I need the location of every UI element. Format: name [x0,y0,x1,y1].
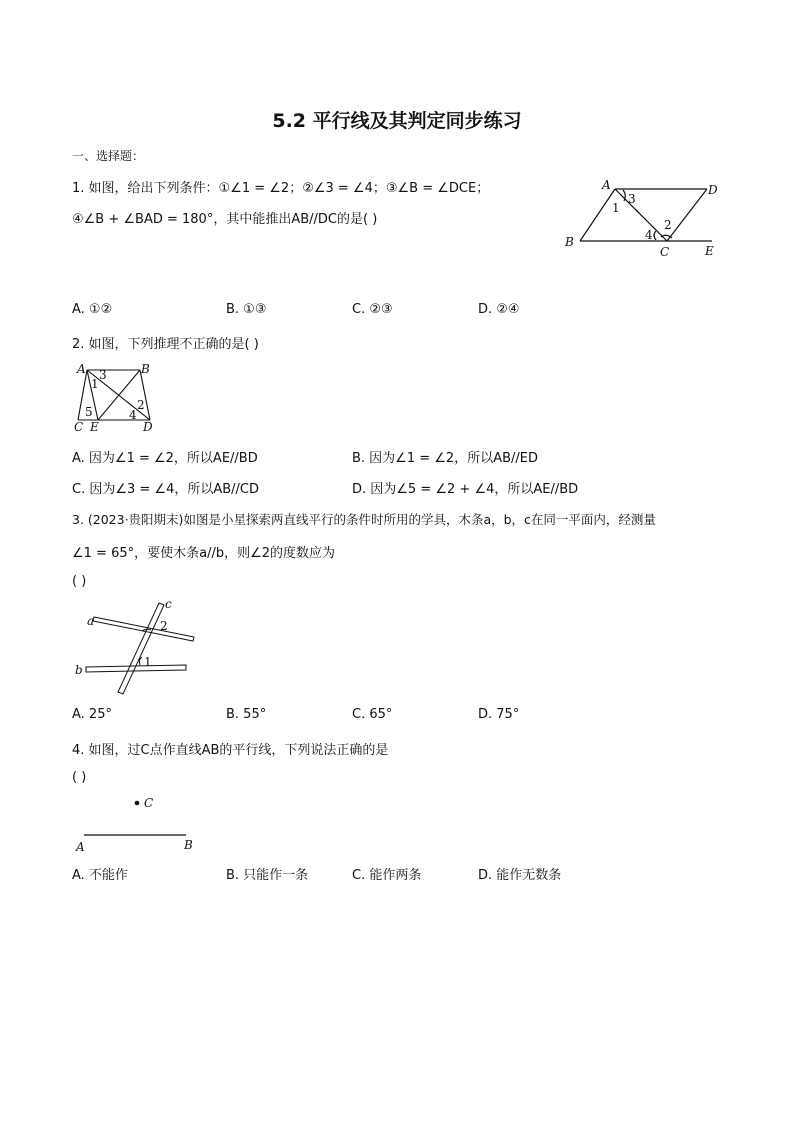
q1-angle-3: 3 [628,192,636,206]
q3-stem-line2: ∠1 = 65°，要使木条a//b，则∠2的度数应为 [72,546,336,561]
q1-option-d[interactable]: D. ②④ [478,302,520,317]
q3-angle-1: 1 [144,655,152,669]
q3-option-a[interactable]: A. 25° [72,707,112,722]
q2-angle-1: 1 [91,377,99,391]
q2-label-E: E [90,420,99,434]
q4-option-d[interactable]: D. 能作无数条 [478,868,562,883]
q2-label-D: D [143,420,153,434]
page-title: 5.2 平行线及其判定同步练习 [272,110,522,132]
q3-label-a: a [87,614,95,628]
q2-angle-2: 2 [137,398,145,412]
q2-figure [72,362,162,434]
q4-stem: 4. 如图，过C点作直线AB的平行线，下列说法正确的是 [72,743,389,758]
q3-option-c[interactable]: C. 65° [352,707,393,722]
q1-label-D: D [708,183,718,197]
q2-option-a[interactable]: A. 因为∠1 = ∠2，所以AE//BD [72,451,258,466]
q4-point-c [135,801,140,806]
q1-stem-line1: 1. 如图，给出下列条件：①∠1 = ∠2；②∠3 = ∠4；③∠B = ∠DCE； [72,181,490,196]
q2-label-B: B [141,362,150,376]
q1-figure [560,175,730,265]
q3-label-c: c [165,597,172,611]
q3-answer-paren: ( ) [72,574,87,589]
q1-stem-line2: ④∠B + ∠BAD = 180°，其中能推出AB//DC的是( ) [72,212,378,227]
q1-label-E: E [705,244,714,258]
q1-option-a[interactable]: A. ①② [72,302,113,317]
q1-label-B: B [565,235,574,249]
q3-stem-line1: 3. (2023·贵阳期末)如图是小星探索两直线平行的条件时所用的学具，木条a，b，c在同一平面内，经测量 [72,512,656,527]
q4-answer-paren: ( ) [72,770,87,785]
q1-option-c[interactable]: C. ②③ [352,302,393,317]
q1-option-b[interactable]: B. ①③ [226,302,267,317]
q4-option-c[interactable]: C. 能作两条 [352,868,422,883]
q2-angle-4: 4 [129,408,137,422]
q2-stem: 2. 如图，下列推理不正确的是( ) [72,337,259,352]
q4-option-b[interactable]: B. 只能作一条 [226,868,309,883]
q1-angle-1: 1 [612,201,620,215]
q2-option-c[interactable]: C. 因为∠3 = ∠4，所以AB//CD [72,482,260,497]
q4-label-A: A [76,840,85,854]
q2-label-C: C [74,420,84,434]
section-heading: 一、选择题： [72,149,145,163]
q2-option-b[interactable]: B. 因为∠1 = ∠2，所以AB//ED [352,451,538,466]
q2-label-A: A [77,362,86,376]
q2-angle-5: 5 [85,405,93,419]
q4-label-B: B [184,838,193,852]
q3-figure [72,596,202,696]
q4-option-a[interactable]: A. 不能作 [72,868,128,883]
q1-label-C: C [660,245,670,259]
q3-label-b: b [75,663,83,677]
q3-option-d[interactable]: D. 75° [478,707,520,722]
q1-label-A: A [602,178,611,192]
q3-angle-2: 2 [160,619,168,633]
q1-angle-4: 4 [645,228,653,242]
q4-label-C: C [144,796,154,810]
q1-angle-2: 2 [664,218,672,232]
q3-option-b[interactable]: B. 55° [226,707,267,722]
q2-option-d[interactable]: D. 因为∠5 = ∠2 + ∠4，所以AE//BD [352,482,579,497]
q2-angle-3: 3 [99,368,107,382]
q4-figure [72,790,202,855]
